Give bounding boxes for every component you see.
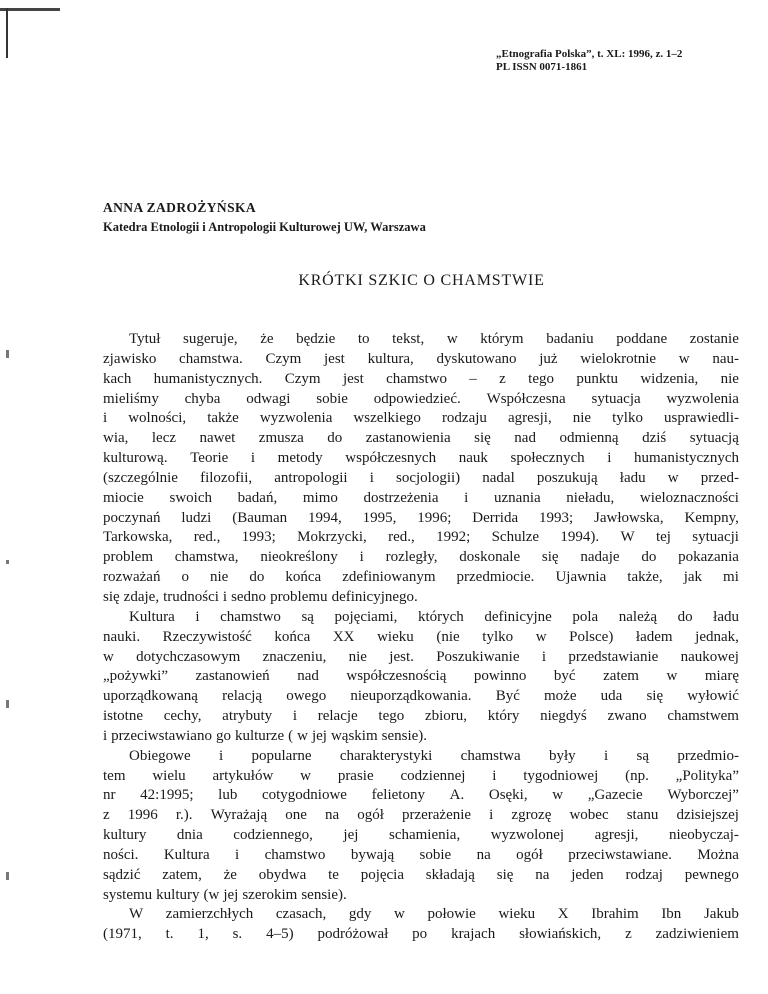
text-line: poczynań ludzi (Bauman 1994, 1995, 1996; Derrida 1993; Jawłowska, Kempny, <box>103 509 739 526</box>
text-line: wia, lecz nawet zmusza do zastanowienia się nad odmienną dziś sytuacją <box>103 430 739 447</box>
text-line: w dotychczasowym znaczeniu, nie jest. Poszukiwanie i przedstawianie naukowej <box>103 648 739 665</box>
text-line: ności. Kultura i chamstwo bywają sobie na ogół przeciwstawiane. Można <box>103 846 739 863</box>
scan-artifact-dot <box>6 700 9 708</box>
scan-artifact-dot <box>6 872 9 880</box>
scan-artifact-left <box>6 8 8 58</box>
text-line: nr 42:1995; lub cotygodniowe felietony A. Osęki, w „Gazecie Wyborczej” <box>103 787 739 804</box>
text-line: (1971, t. 1, s. 4–5) podróżował po krajach słowiańskich, z zadziwieniem <box>103 926 739 943</box>
text-line: tem wielu artykułów w prasie codziennej i tygodniowej (np. „Polityka” <box>103 767 739 784</box>
scan-artifact-dot <box>6 560 9 564</box>
scan-artifact-dot <box>6 350 9 358</box>
text-line: kulturową. Teorie i metody współczesnych nauk społecznych i humanistycznych <box>103 450 739 467</box>
journal-reference <box>496 48 682 74</box>
text-line: uporządkowaną relacją owego nieuporządkowania. Być może uda się wyłowić <box>103 688 739 705</box>
text-line: się zdaje, trudności i sedno problemu definicyjnego. <box>103 588 418 605</box>
author-affiliation: Katedra Etnologii i Antropologii Kulturowej UW, Warszawa <box>103 220 426 234</box>
journal-line: „Etnografia Polska”, t. XL: 1996, z. 1–2 <box>496 48 683 60</box>
text-line: „pożywki” zastanowień nad współczesnością powinno być zatem w miarę <box>103 668 739 685</box>
scan-artifact-top <box>0 8 60 11</box>
text-line: W zamierzchłych czasach, gdy w połowie wieku X Ibrahim Ibn Jakub <box>129 906 739 923</box>
text-line: kach humanistycznych. Czym jest chamstwo – z tego punktu widzenia, nie <box>103 370 739 387</box>
issn-line: PL ISSN 0071-1861 <box>496 61 588 73</box>
text-line: nauki. Rzeczywistość końca XX wieku (nie tylko w Polsce) ładem jednak, <box>103 628 739 645</box>
article-title: KRÓTKI SZKIC O CHAMSTWIE <box>298 272 545 289</box>
author-name: ANNA ZADROŻYŃSKA <box>103 200 257 215</box>
text-line: kultury dnia codziennego, jej schamienia, wyzwolonej agresji, nieobyczaj- <box>103 827 739 844</box>
text-line: miocie swoich badań, mimo dostrzeżenia i uznania nieładu, wieloznaczności <box>103 489 739 506</box>
text-line: i wolności, także wyzwolenia wszelkiego rodzaju agresji, nie tylko usprawiedli- <box>103 410 739 427</box>
text-line: z 1996 r.). Wyrażają one na ogół przerażenie i zgrozę wobec stanu dzisiejszej <box>103 807 739 824</box>
text-line: Tytuł sugeruje, że będzie to tekst, w którym badaniu poddane zostanie <box>129 331 739 347</box>
text-line: mieliśmy chyba odwagi sobie odpowiedzieć. Współczesna sytuacja wyzwolenia <box>103 390 739 407</box>
article-body <box>103 330 739 945</box>
text-line: rozważań o nie do końca zdefiniowanym przedmiocie. Ujawnia także, jak mi <box>103 569 739 586</box>
text-line: Obiegowe i popularne charakterystyki chamstwa były i są przedmio- <box>129 747 739 764</box>
text-line: sądzić zatem, że obydwa te pojęcia składają się na jeden rodzaj pewnego <box>103 866 739 883</box>
text-line: Tarkowska, red., 1993; Mokrzycki, red., 1992; Schulze 1994). W tej sytuacji <box>103 529 739 546</box>
text-line: problem chamstwa, nieokreślony i rozległy, doskonale się nadaje do pokazania <box>103 549 739 566</box>
text-line: (szczególnie filozofii, antropologii i socjologii) nadal poszukują ładu w przed- <box>103 469 739 486</box>
text-line: systemu kultury (w jej szerokim sensie). <box>103 886 347 903</box>
text-line: istotne cechy, atrybuty i relacje tego zbioru, który niegdyś zwano chamstwem <box>103 708 739 725</box>
text-line: i przeciwstawiano go kulturze ( w jej wąskim sensie). <box>103 727 428 744</box>
text-line: Kultura i chamstwo są pojęciami, których definicyjne pola należą do ładu <box>129 608 739 625</box>
text-line: zjawisko chamstwa. Czym jest kultura, dyskutowano już wielokrotnie w nau- <box>103 350 739 367</box>
